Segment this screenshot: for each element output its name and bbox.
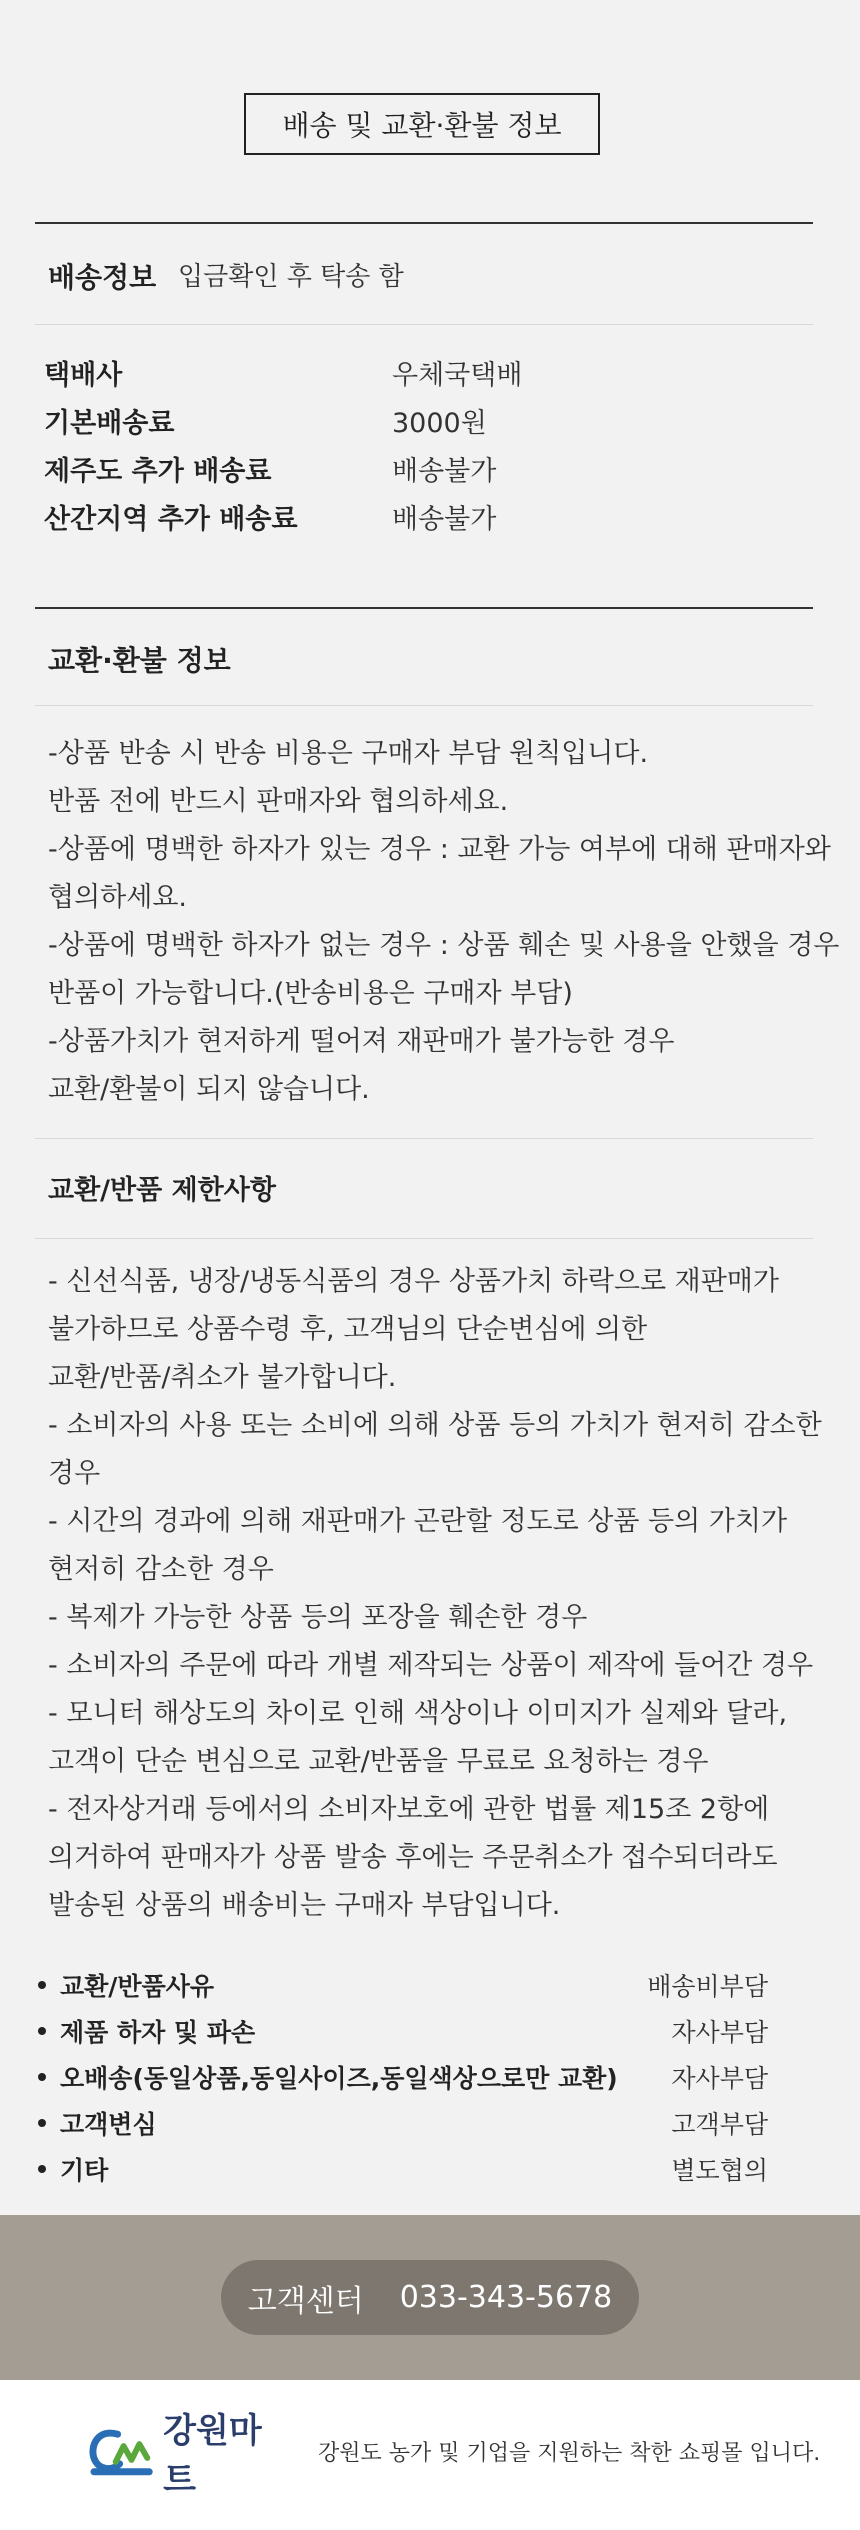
cost-label: 제품 하자 및 파손 [60,2018,256,2047]
shipping-row-carrier [44,348,744,396]
section-divider [35,222,813,224]
text-line: -상품가치가 현저하게 떨어져 재판매가 불가능한 경우 [48,1026,675,1057]
text-line: - 전자상거래 등에서의 소비자보호에 관한 법률 제15조 2항에 [48,1794,770,1825]
text-line: 불가하므로 상품수령 후, 고객님의 단순변심에 의한 [48,1314,648,1345]
row-value: 우체국택배 [392,359,523,391]
cost-value: 자사부담 [671,2018,768,2047]
text-line: 고객이 단순 변심으로 교환/반품을 무료로 요청하는 경우 [48,1746,709,1777]
divider [35,1138,813,1139]
cost-value: 배송비부담 [647,1972,768,2001]
page-title: 배송 및 교환·환불 정보 [244,93,600,155]
cost-row-header [38,1963,768,2007]
row-value: 3000원 [392,407,487,439]
shipping-row-mountain-fee [44,492,744,540]
bullet-icon [38,2119,46,2127]
text-line: - 모니터 해상도의 차이로 인해 색상이나 이미지가 실제와 달라, [48,1698,788,1729]
site-logo[interactable] [88,2411,293,2500]
text-line: 반품이 가능합니다.(반송비용은 구매자 부담) [48,978,573,1009]
cost-row [38,2101,768,2145]
text-line: 현저히 감소한 경우 [48,1554,274,1585]
text-line: - 소비자의 주문에 따라 개별 제작되는 상품이 제작에 들어간 경우 [48,1650,814,1681]
row-value: 배송불가 [392,455,497,487]
text-line: - 신선식품, 냉장/냉동식품의 경우 상품가치 하락으로 재판매가 [48,1266,779,1297]
shipping-row-jeju-fee [44,444,744,492]
text-line: -상품 반송 시 반송 비용은 구매자 부담 원칙입니다. [48,738,649,769]
text-line: - 소비자의 사용 또는 소비에 의해 상품 등의 가치가 현저히 감소한 [48,1410,822,1441]
text-line: - 복제가 가능한 상품 등의 포장을 훼손한 경우 [48,1602,588,1633]
customer-center-button[interactable] [221,2260,639,2335]
row-label: 제주도 추가 배송료 [44,455,272,487]
cost-label: 오배송(동일상품,동일사이즈,동일색상으로만 교환) [60,2064,618,2093]
bullet-icon [38,1981,46,1989]
divider [35,324,813,325]
cost-row [38,2009,768,2053]
row-label: 기본배송료 [44,407,175,439]
text-line: 교환/환불이 되지 않습니다. [48,1074,370,1105]
row-label: 택배사 [44,359,123,391]
footer-slogan: 강원도 농가 및 기업을 지원하는 착한 쇼핑몰 입니다. [318,2441,821,2466]
text-line: 경우 [48,1458,101,1489]
restrictions-heading: 교환/반품 제한사항 [48,1175,276,1206]
divider [35,1238,813,1239]
cost-row [38,2055,768,2099]
cost-value: 별도협의 [671,2156,768,2185]
text-line: 반품 전에 반드시 판매자와 협의하세요. [48,786,509,817]
cost-label: 고객변심 [60,2110,157,2139]
bullet-icon [38,2073,46,2081]
refund-heading: 교환·환불 정보 [48,644,231,677]
text-line: 교환/반품/취소가 불가합니다. [48,1362,397,1393]
text-line: 발송된 상품의 배송비는 구매자 부담입니다. [48,1890,561,1921]
customer-center-label: 고객센터 [247,2283,364,2319]
gangwon-logo-icon [88,2424,157,2480]
divider [35,705,813,706]
cost-row [38,2147,768,2191]
shipping-subheading: 입금확인 후 탁송 함 [178,262,404,292]
shipping-row-base-fee [44,396,744,444]
row-value: 배송불가 [392,503,497,535]
row-label: 산간지역 추가 배송료 [44,503,298,535]
logo-text: 강원마트 [163,2411,262,2500]
refund-text [48,730,840,1114]
text-line: - 시간의 경과에 의해 재판매가 곤란할 정도로 상품 등의 가치가 [48,1506,788,1537]
text-line: 협의하세요. [48,882,187,913]
text-line: 의거하여 판매자가 상품 발송 후에는 주문취소가 접수되더라도 [48,1842,778,1873]
restrictions-text [48,1258,828,1930]
cost-label: 교환/반품사유 [60,1972,215,2001]
bullet-icon [38,2165,46,2173]
cost-label: 기타 [60,2156,109,2185]
bullet-icon [38,2027,46,2035]
cost-value: 자사부담 [671,2064,768,2093]
text-line: -상품에 명백한 하자가 있는 경우 : 교환 가능 여부에 대해 판매자와 [48,834,831,865]
customer-center-phone: 033-343-5678 [399,2280,613,2315]
shipping-heading: 배송정보 [48,261,157,294]
section-divider [35,607,813,609]
cost-value: 고객부담 [671,2110,768,2139]
text-line: -상품에 명백한 하자가 없는 경우 : 상품 훼손 및 사용을 안했을 경우 [48,930,840,961]
